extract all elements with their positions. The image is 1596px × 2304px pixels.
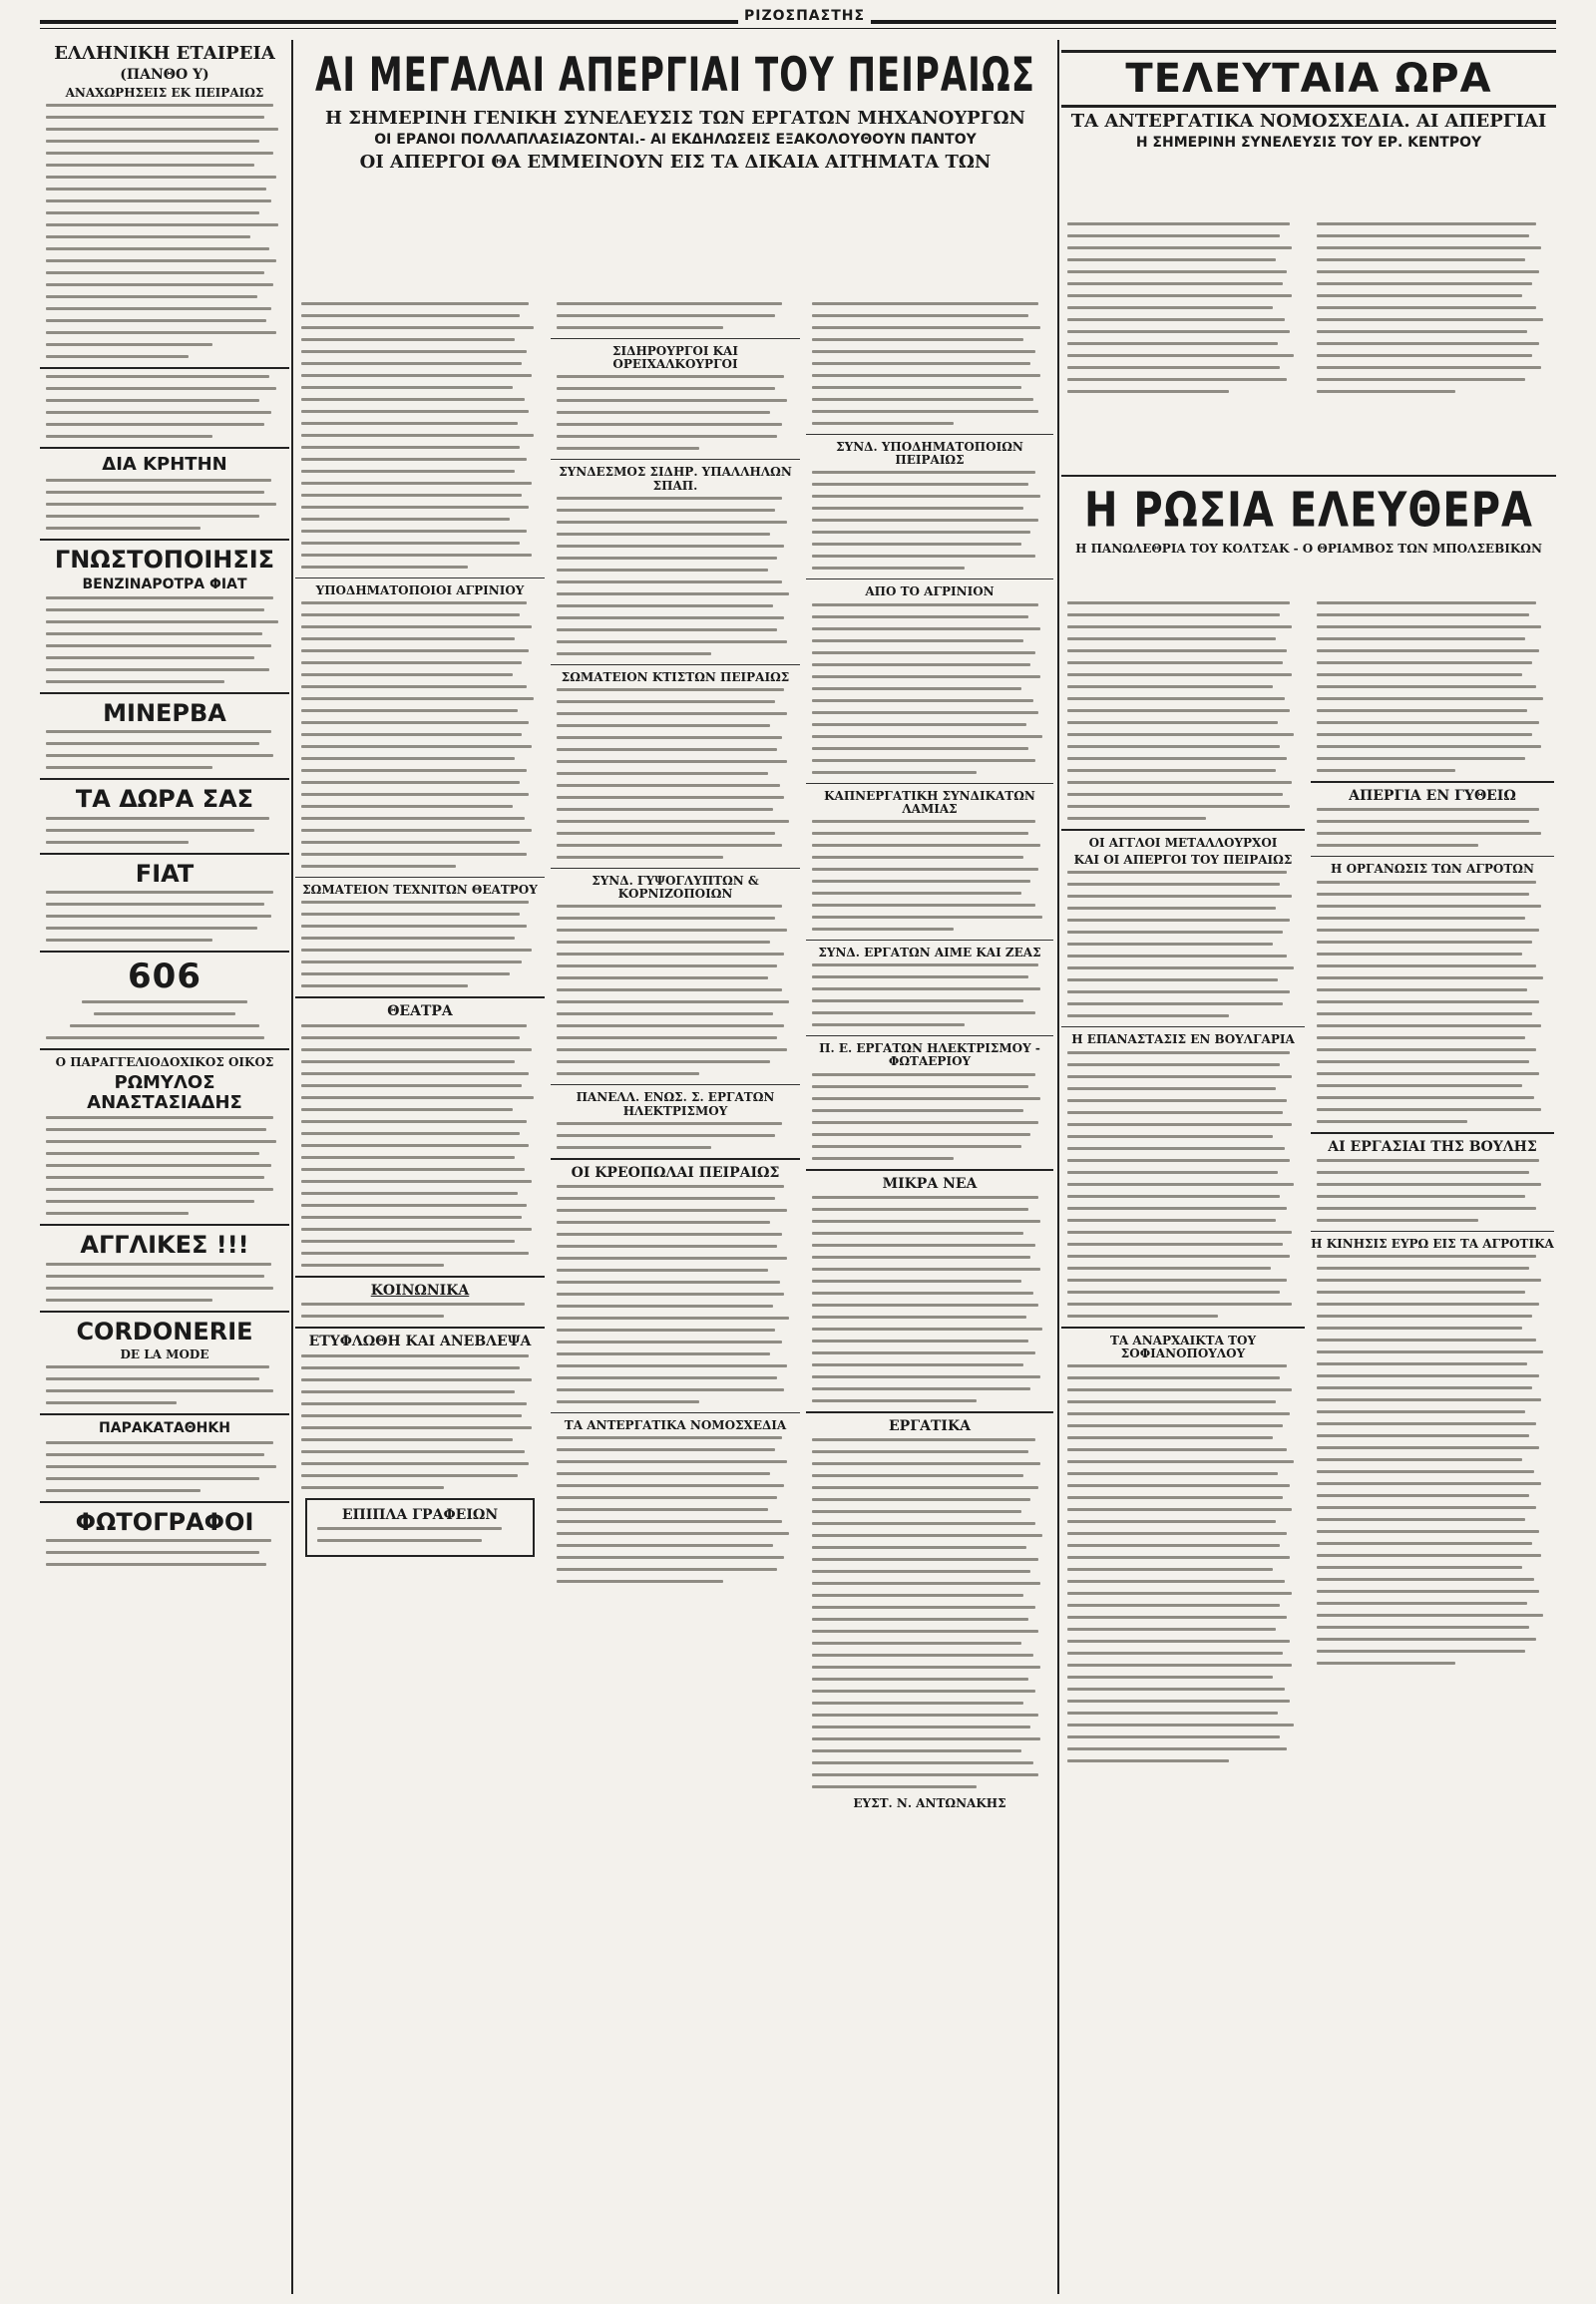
text-block [46, 1539, 283, 1566]
section-heading: ΑΙ ΕΡΓΑΣΙΑΙ ΤΗΣ ΒΟΥΛΗΣ [1328, 1138, 1537, 1155]
left-column [40, 40, 289, 2294]
text-block [1317, 222, 1548, 393]
text-block [46, 375, 283, 438]
notice-heading: ΔΙΑ ΚΡΗΤΗΝ [102, 454, 227, 476]
text-block [557, 302, 794, 329]
masthead-title: ΡΙΖΟΣΠΑΣΤΗΣ [738, 8, 871, 24]
russia-subheadline: Η ΠΑΝΩΛΕΘΡΙΑ ΤΟΥ ΚΟΛΤΣΑΚ - Ο ΘΡΙΑΜΒΟΣ ΤΩΝ ΜΠΟΛΣΕΒΙΚΩΝ [1075, 542, 1542, 556]
ad-heading: ΠΑΡΑΚΑΤΑΘΗΚΗ [99, 1420, 230, 1437]
ad-heading: ΡΩΜΥΛΟΣ ΑΝΑΣΤΑΣΙΑΔΗΣ [87, 1071, 242, 1113]
ad-heading: ΤΑ ΔΩΡΑ ΣΑΣ [75, 785, 254, 814]
main-subheadline: ΟΙ ΑΠΕΡΓΟΙ ΘΑ ΕΜΜΕΙΝΟΥΝ ΕΙΣ ΤΑ ΔΙΚΑΙΑ ΑΙΤΗΜΑΤΑ ΤΩΝ [359, 151, 992, 173]
text-block [46, 1116, 283, 1215]
russia-headline: Η ΡΩΣΙΑ ΕΛΕΥΘΕΡΑ [1084, 483, 1533, 539]
section-heading: ΚΑΙ ΟΙ ΑΠΕΡΓΟΙ ΤΟΥ ΠΕΙΡΑΙΩΣ [1073, 853, 1293, 868]
story-column [551, 299, 800, 2294]
section-heading: ΜΙΚΡΑ ΝΕΑ [882, 1175, 978, 1192]
masthead-rule-thin [40, 28, 1556, 29]
text-block [301, 1024, 539, 1267]
text-block [1317, 1255, 1548, 1665]
text-block [317, 1527, 523, 1542]
ad-subheading: DE LA MODE [120, 1347, 209, 1362]
news-column [1061, 598, 1305, 2294]
section-heading: Η ΟΡΓΑΝΩΣΙΣ ΤΩΝ ΑΓΡΟΤΩΝ [1331, 862, 1534, 877]
text-block [812, 1073, 1047, 1160]
text-block [301, 601, 539, 868]
text-block [46, 1263, 283, 1302]
ad-heading: ΦΩΤΟΓΡΑΦΟΙ [75, 1507, 254, 1536]
text-block [1317, 601, 1548, 772]
section-heading: Η ΚΙΝΗΣΙΣ ΕΥΡΩ ΕΙΣ ΤΑ ΑΓΡΟΤΙΚΑ [1311, 1236, 1554, 1251]
news-column [1311, 598, 1554, 2294]
section-heading: ΕΤΥΦΛΩΘΗ ΚΑΙ ΑΝΕΒΛΕΨΑ [308, 1334, 532, 1350]
news-column [1311, 219, 1554, 459]
section-heading: ΘΕΑΤΡΑ [387, 1003, 453, 1020]
ad-subheading: Ο ΠΑΡΑΓΓΕΛΙΟΔΟΧΙΚΟΣ ΟΙΚΟΣ [55, 1054, 274, 1069]
text-block [1317, 881, 1548, 1123]
text-block [812, 963, 1047, 1026]
text-block [1067, 1051, 1299, 1318]
latest-news-subheading: ΤΑ ΑΝΤΕΡΓΑΤΙΚΑ ΝΟΜΟΣΧΕΔΙΑ. ΑΙ ΑΠΕΡΓΙΑΙ [1070, 111, 1547, 132]
section-heading: ΕΡΓΑΤΙΚΑ [889, 1417, 971, 1434]
text-block [301, 1354, 539, 1489]
text-block [557, 375, 794, 450]
section-heading: ΥΠΟΔΗΜΑΤΟΠΟΙΟΙ ΑΓΡΙΝΙΟΥ [315, 583, 525, 597]
text-block [812, 1196, 1047, 1402]
text-block [46, 730, 283, 769]
section-heading: ΟΙ ΚΡΕΟΠΩΛΑΙ ΠΕΙΡΑΙΩΣ [571, 1164, 780, 1181]
signature: ΕΥΣΤ. Ν. ΑΝΤΩΝΑΚΗΣ [853, 1796, 1006, 1811]
section-heading: ΣΥΝΔ. ΓΥΨΟΓΛΥΠΤΩΝ & ΚΟΡΝΙΖΟΠΟΙΩΝ [592, 873, 759, 902]
main-headline: ΑΙ ΜΕΓΑΛΑΙ ΑΠΕΡΓΙΑΙ ΤΟΥ ΠΕΙΡΑΙΩΣ [315, 47, 1035, 104]
section-heading: ΚΑΠΝΕΡΓΑΤΙΚΗ ΣΥΝΔΙΚΑΤΩΝ ΛΑΜΙΑΣ [824, 788, 1035, 816]
text-block [557, 497, 794, 655]
section-heading: ΣΥΝΔ. ΥΠΟΔΗΜΑΤΟΠΟΙΩΝ ΠΕΙΡΑΙΩΣ [836, 440, 1023, 468]
section-heading: ΤΑ ΑΝΑΡΧΑΙΚΤΑ ΤΟΥ ΣΟΦΙΑΝΟΠΟΥΛΟΥ [1109, 1333, 1257, 1360]
ad-heading: ΑΓΓΛΙΚΕΣ !!! [80, 1231, 249, 1260]
text-block [557, 905, 794, 1075]
text-block [812, 302, 1047, 425]
column-divider [291, 40, 293, 2294]
section-heading: ΑΠΕΡΓΙΑ ΕΝ ΓΥΘΕΙΩ [1349, 788, 1516, 804]
section-heading: ΤΑ ΑΝΤΕΡΓΑΤΙΚΑ ΝΟΜΟΣΧΕΔΙΑ [564, 1418, 787, 1433]
center-section [295, 40, 1055, 2294]
text-block [557, 1185, 794, 1403]
section-heading: ΣΥΝΔΕΣΜΟΣ ΣΙΔΗΡ. ΥΠΑΛΛΗΛΩΝ ΣΠΑΠ. [559, 465, 792, 493]
text-block [301, 302, 539, 569]
section-heading: Η ΕΠΑΝΑΣΤΑΣΙΣ ΕΝ ΒΟΥΛΓΑΡΙΑ [1071, 1032, 1295, 1047]
story-column [806, 299, 1053, 2294]
news-column [1061, 219, 1305, 459]
story-column [295, 299, 545, 2294]
text-block [812, 1438, 1047, 1788]
latest-news-subheading: Η ΣΗΜΕΡΙΝΗ ΣΥΝΕΛΕΥΣΙΣ ΤΟΥ ΕΡ. ΚΕΝΤΡΟΥ [1135, 134, 1482, 151]
text-block [46, 479, 283, 530]
text-block [557, 688, 794, 859]
column-divider [1057, 40, 1059, 2294]
masthead [0, 0, 1596, 40]
section-heading: ΣΙΔΗΡΟΥΡΓΟΙ ΚΑΙ ΟΡΕΙΧΑΛΚΟΥΡΓΟΙ [612, 344, 738, 372]
notice-heading: ΕΛΛΗΝΙΚΗ ΕΤΑΙΡΕΙΑ [54, 43, 275, 64]
section-heading: ΣΩΜΑΤΕΙΟΝ ΚΤΙΣΤΩΝ ΠΕΙΡΑΙΩΣ [561, 669, 790, 684]
notice-heading: (ΠΑΝΘΟ Υ) [120, 66, 209, 83]
main-subheadline: Η ΣΗΜΕΡΙΝΗ ΓΕΝΙΚΗ ΣΥΝΕΛΕΥΣΙΣ ΤΩΝ ΕΡΓΑΤΩΝ ΜΗΧΑΝΟΥΡΓΩΝ [325, 108, 1025, 130]
ad-heading: ΕΠΙΠΛΑ ΓΡΑΦΕΙΩΝ [341, 1506, 499, 1523]
main-subheadline: ΟΙ ΕΡΑΝΟΙ ΠΟΛΛΑΠΛΑΣΙΑΖΟΝΤΑΙ.- ΑΙ ΕΚΔΗΛΩΣΕΙΣ ΕΞΑΚΟΛΟΥΘΟΥΝ ΠΑΝΤΟΥ [374, 132, 977, 149]
section-heading: ΣΩΜΑΤΕΙΟΝ ΤΕΧΝΙΤΩΝ ΘΕΑΤΡΟΥ [302, 883, 538, 898]
text-block [1067, 1364, 1299, 1762]
ad-heading: ΜΙΝΕΡΒΑ [103, 698, 226, 727]
text-block [46, 817, 283, 844]
text-block [46, 104, 283, 358]
ad-subheading: ΒΕΝΖΙΝΑΡΟΤΡΑ ΦΙΑΤ [82, 576, 247, 592]
section-heading: ΣΥΝΔ. ΕΡΓΑΤΩΝ ΑΙΜΕ ΚΑΙ ΖΕΑΣ [818, 945, 1041, 960]
right-section [1061, 40, 1556, 2294]
text-block [46, 891, 283, 942]
text-block [1067, 222, 1299, 393]
text-block [301, 1303, 539, 1318]
text-block [46, 1000, 283, 1039]
text-block [557, 1122, 794, 1149]
text-block [812, 471, 1047, 570]
ad-heading: CORDONERIE [76, 1317, 253, 1345]
text-block [1317, 808, 1548, 847]
ad-heading: 606 [128, 957, 201, 997]
ad-heading: FIAT [135, 859, 195, 888]
latest-news-title: ΤΕΛΕΥΤΑΙΑ ΩΡΑ [1061, 50, 1556, 108]
text-block [557, 1436, 794, 1583]
section-heading: ΚΟΙΝΩΝΙΚΑ [370, 1282, 470, 1299]
section-heading: ΑΠΟ ΤΟ ΑΓΡΙΝΙΟΝ [865, 584, 995, 599]
section-heading: Π. Ε. ΕΡΓΑΤΩΝ ΗΛΕΚΤΡΙΣΜΟΥ - ΦΩΤΑΕΡΙΟΥ [819, 1041, 1040, 1069]
text-block [46, 596, 283, 683]
text-block [46, 1441, 283, 1492]
text-block [1067, 871, 1299, 1017]
section-heading: ΟΙ ΑΓΓΛΟΙ ΜΕΤΑΛΛΟΥΡΧΟΙ [1088, 836, 1278, 850]
notice-subheading: ΑΝΑΧΩΡΗΣΕΙΣ ΕΚ ΠΕΙΡΑΙΩΣ [65, 86, 264, 101]
section-heading: ΠΑΝΕΛΛ. ΕΝΩΣ. Σ. ΕΡΓΑΤΩΝ ΗΛΕΚΤΡΙΣΜΟΥ [576, 1090, 775, 1118]
ad-heading: ΓΝΩΣΤΟΠΟΙΗΣΙΣ [54, 546, 275, 575]
text-block [812, 820, 1047, 931]
text-block [301, 901, 539, 987]
text-block [1317, 1159, 1548, 1222]
text-block [1067, 601, 1299, 820]
text-block [812, 603, 1047, 774]
text-block [46, 1365, 283, 1404]
